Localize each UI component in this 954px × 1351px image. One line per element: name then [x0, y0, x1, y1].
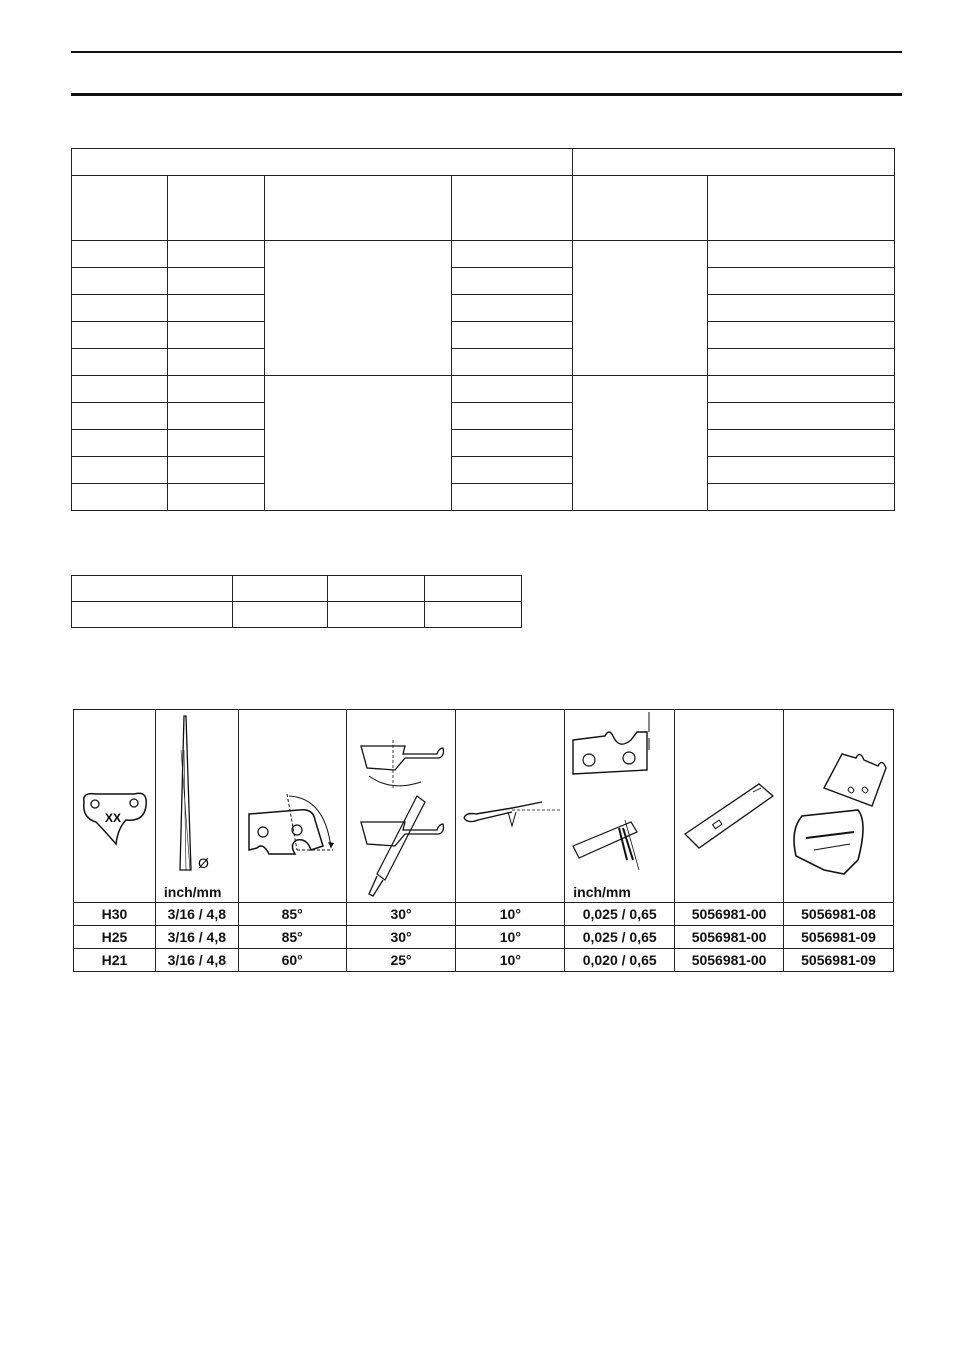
cell-top-plate-angle: 60° [238, 949, 346, 972]
cell-top-plate-angle: 85° [238, 926, 346, 949]
round-file-icon [156, 710, 239, 902]
header-rule-bottom [71, 93, 902, 96]
spec-table [71, 148, 895, 511]
depth-gauge-icon [565, 710, 675, 902]
depth-unit-label: inch/mm [573, 884, 631, 900]
table-row [72, 268, 895, 295]
file-holder-cell [784, 710, 894, 903]
cutter-mark-label: XX [105, 811, 122, 825]
file-holder-icon [784, 710, 894, 902]
tilt-angle-icon [456, 710, 565, 902]
table-row [72, 457, 895, 484]
spec-header-row [72, 149, 895, 176]
table-row [72, 241, 895, 268]
cell-depth: 0,025 / 0,65 [565, 903, 675, 926]
small-table [71, 575, 522, 628]
cell-filing-angle: 25° [346, 949, 456, 972]
table-row [72, 602, 522, 628]
spec-subheader-cell [264, 176, 451, 241]
spec-subheader-cell [167, 176, 264, 241]
cell-tilt: 10° [456, 949, 565, 972]
cell-holder: 5056981-09 [784, 949, 894, 972]
cell-filing-angle: 30° [346, 903, 456, 926]
spec-subheader-cell [708, 176, 895, 241]
tilt-angle-cell [456, 710, 565, 903]
cell-holder: 5056981-09 [784, 926, 894, 949]
table-row [72, 349, 895, 376]
file-size-cell [155, 710, 238, 903]
flat-gauge-icon [675, 710, 784, 902]
cell-file: 3/16 / 4,8 [155, 926, 238, 949]
table-row [74, 903, 894, 926]
spec-subheader-cell [573, 176, 708, 241]
spec-header-right [573, 149, 895, 176]
table-row [74, 926, 894, 949]
cutter-mark-cell [74, 710, 156, 903]
top-plate-angle-icon [239, 710, 347, 902]
table-row [72, 376, 895, 403]
spec-subheader-row [72, 176, 895, 241]
cell-gauge: 5056981-00 [675, 926, 784, 949]
table-row [72, 430, 895, 457]
cell-holder: 5056981-08 [784, 903, 894, 926]
diameter-symbol: Ø [197, 855, 209, 871]
cell-depth: 0,025 / 0,65 [565, 926, 675, 949]
cell-file: 3/16 / 4,8 [155, 903, 238, 926]
filing-angle-icon [347, 710, 457, 902]
spec-subheader-cell [72, 176, 168, 241]
cell-gauge: 5056981-00 [675, 903, 784, 926]
header-rule-top [71, 51, 902, 53]
spec-header-left [72, 149, 573, 176]
illustration-row [74, 710, 894, 903]
cell-chain: H30 [74, 903, 156, 926]
cutter-mark-icon [74, 710, 156, 902]
cell-chain: H21 [74, 949, 156, 972]
cell-filing-angle: 30° [346, 926, 456, 949]
cell-file: 3/16 / 4,8 [155, 949, 238, 972]
table-row [72, 403, 895, 430]
top-plate-angle-cell [238, 710, 346, 903]
file-unit-label: inch/mm [163, 884, 222, 900]
spec-subheader-cell [451, 176, 573, 241]
sharpening-table [73, 709, 894, 972]
filing-angle-cell [346, 710, 456, 903]
gauge-cell [675, 710, 784, 903]
table-row [72, 295, 895, 322]
cell-tilt: 10° [456, 903, 565, 926]
table-row [74, 949, 894, 972]
cell-tilt: 10° [456, 926, 565, 949]
table-row [72, 576, 522, 602]
depth-gauge-cell [565, 710, 675, 903]
table-row [72, 484, 895, 511]
cell-chain: H25 [74, 926, 156, 949]
cell-gauge: 5056981-00 [675, 949, 784, 972]
table-row [72, 322, 895, 349]
cell-depth: 0,020 / 0,65 [565, 949, 675, 972]
cell-top-plate-angle: 85° [238, 903, 346, 926]
